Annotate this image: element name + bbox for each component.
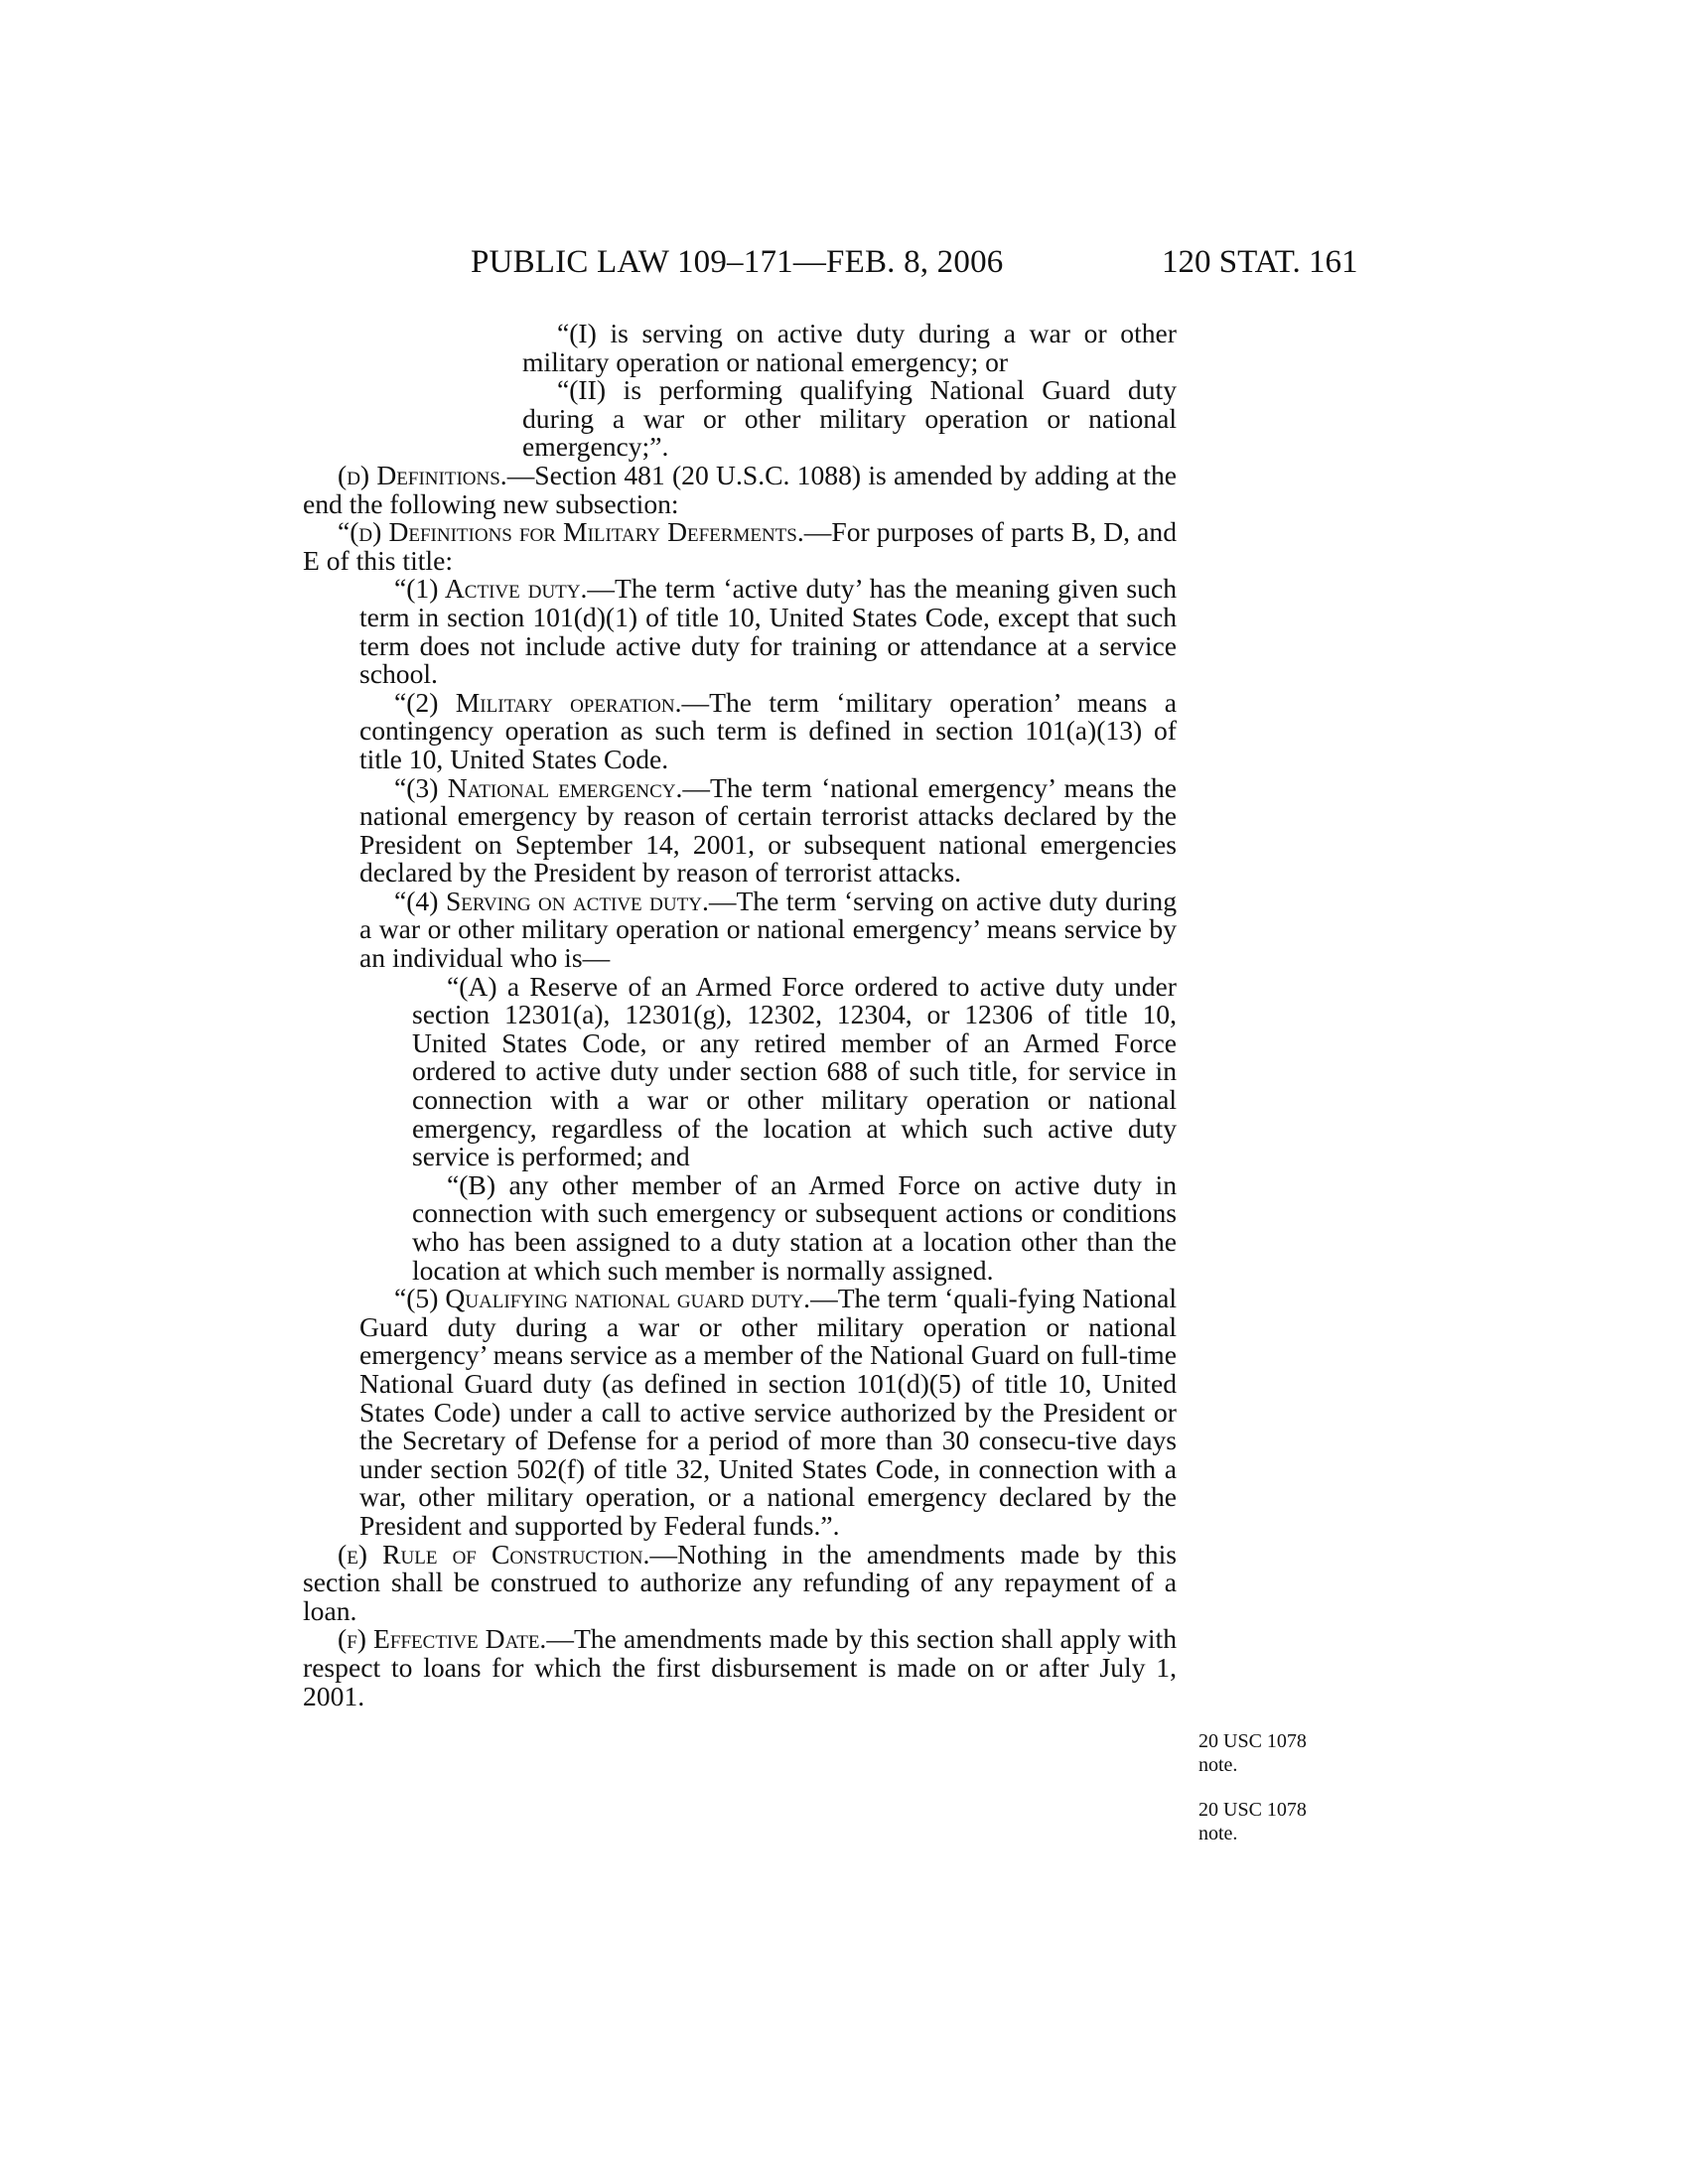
margin-note-f [1198,1798,1307,1845]
clause-I: “(I) is serving on active duty during a war or other military operation or national emergency; or [522,318,1177,377]
paragraph-3 [303,771,1177,888]
paragraph-2 [303,686,1177,774]
margin-note-e [1198,1729,1307,1777]
paragraph-1-heading: “(1) Active duty. [394,573,588,605]
paragraph-4-heading: “(4) Serving on active duty. [394,885,709,916]
paragraph-2-heading: “(2) Military operation. [394,686,682,718]
subparagraph-B: “(B) any other member of an Armed Force on active duty in connection with such emergency or subsequent actions or conditions who has been assigned to a duty station at a location other than the location at which such member is normally assigned. [412,1168,1177,1286]
subsection-f [303,1625,1177,1710]
subsection-d-quoted-heading: “(d) Definitions for Military Deferments. [338,516,804,548]
subsection-f-text: —The amendments made by this section shall apply with respect to loans for which the first disbursement is made on or after July 1, 2001. [303,1623,1177,1711]
paragraph-5-heading: “(5) Qualifying national guard duty. [394,1283,811,1314]
document-body [303,320,1177,1710]
subsection-e [303,1538,1177,1626]
subsection-d-text: —Section 481 (20 U.S.C. 1088) is amended by adding at the end the following new subsection: [303,459,1177,519]
paragraph-1 [303,575,1177,688]
subsection-d-heading: (d) Definitions. [338,459,507,490]
subsection-d-quoted-text: —For purposes of parts B, D, and E of this title: [303,516,1177,576]
margin-note-f-citation: 20 USC 1078 [1198,1799,1307,1821]
paragraph-3-text: —The term ‘national emergency’ means the national emergency by reason of certain terrorist attacks declared by the President on September 14, 2001, or subsequent national emergencies declared by the President by reason of terrorist attacks. [359,771,1177,888]
page-title: PUBLIC LAW 109–171—FEB. 8, 2006 [471,244,1004,280]
margin-note-e-citation: 20 USC 1078 [1198,1730,1307,1752]
subsection-d [303,459,1177,519]
clause-II: “(II) is performing qualifying National Guard duty during a war or other military operation or national emergency;”. [522,374,1177,463]
paragraph-1-text: —The term ‘active duty’ has the meaning given such term in section 101(d)(1) of title 10, United States Code, except that such term does not include active duty for training or attendance at a service school. [359,573,1177,690]
paragraph-5 [303,1285,1177,1540]
subsection-e-heading: (e) Rule of Construction. [338,1538,650,1570]
subsection-d-quoted [303,518,1177,575]
page-number: 120 STAT. 161 [1162,244,1358,280]
paragraph-2-text: —The term ‘military operation’ means a contingency operation as such term is defined in section 101(a)(13) of title 10, United States Code. [359,686,1177,774]
paragraph-4 [303,887,1177,973]
margin-note-e-label: note. [1198,1754,1238,1776]
paragraph-4-text: —The term ‘serving on active duty during a war or other military operation or national emergency’ means service by an individual who is— [359,885,1178,974]
paragraph-3-heading: “(3) National emergency. [394,771,683,803]
margin-note-f-label: note. [1198,1823,1238,1844]
subsection-e-text: —Nothing in the amendments made by this section shall be construed to authorize any refunding of any repayment of a loan. [303,1538,1177,1626]
subparagraph-A: “(A) a Reserve of an Armed Force ordered to active duty under section 12301(a), 12301(g), 12302, 12304, or 12306 of title 10, United States Code, or any retired member of an Armed Force ordered to active duty under section 688 of such title, for service in connection with a war or other military operation or national emergency, regardless of the location at which such active duty service is performed; and [412,970,1177,1172]
running-header [0,244,1688,284]
paragraph-5-text: —The term ‘quali-fying National Guard duty during a war or other military operation or national emergency’ means service as a member of the National Guard on full-time National Guard duty (as defined in section 101(d)(5) of title 10, United States Code) under a call to active service authorized by the President or the Secretary of Defense for a period of more than 30 consecu-tive days under section 502(f) of title 32, United States Code, in connection with a war, other military operation, or a national emergency declared by the President and supported by Federal funds.”. [359,1283,1177,1541]
subsection-f-heading: (f) Effective Date. [338,1623,547,1655]
